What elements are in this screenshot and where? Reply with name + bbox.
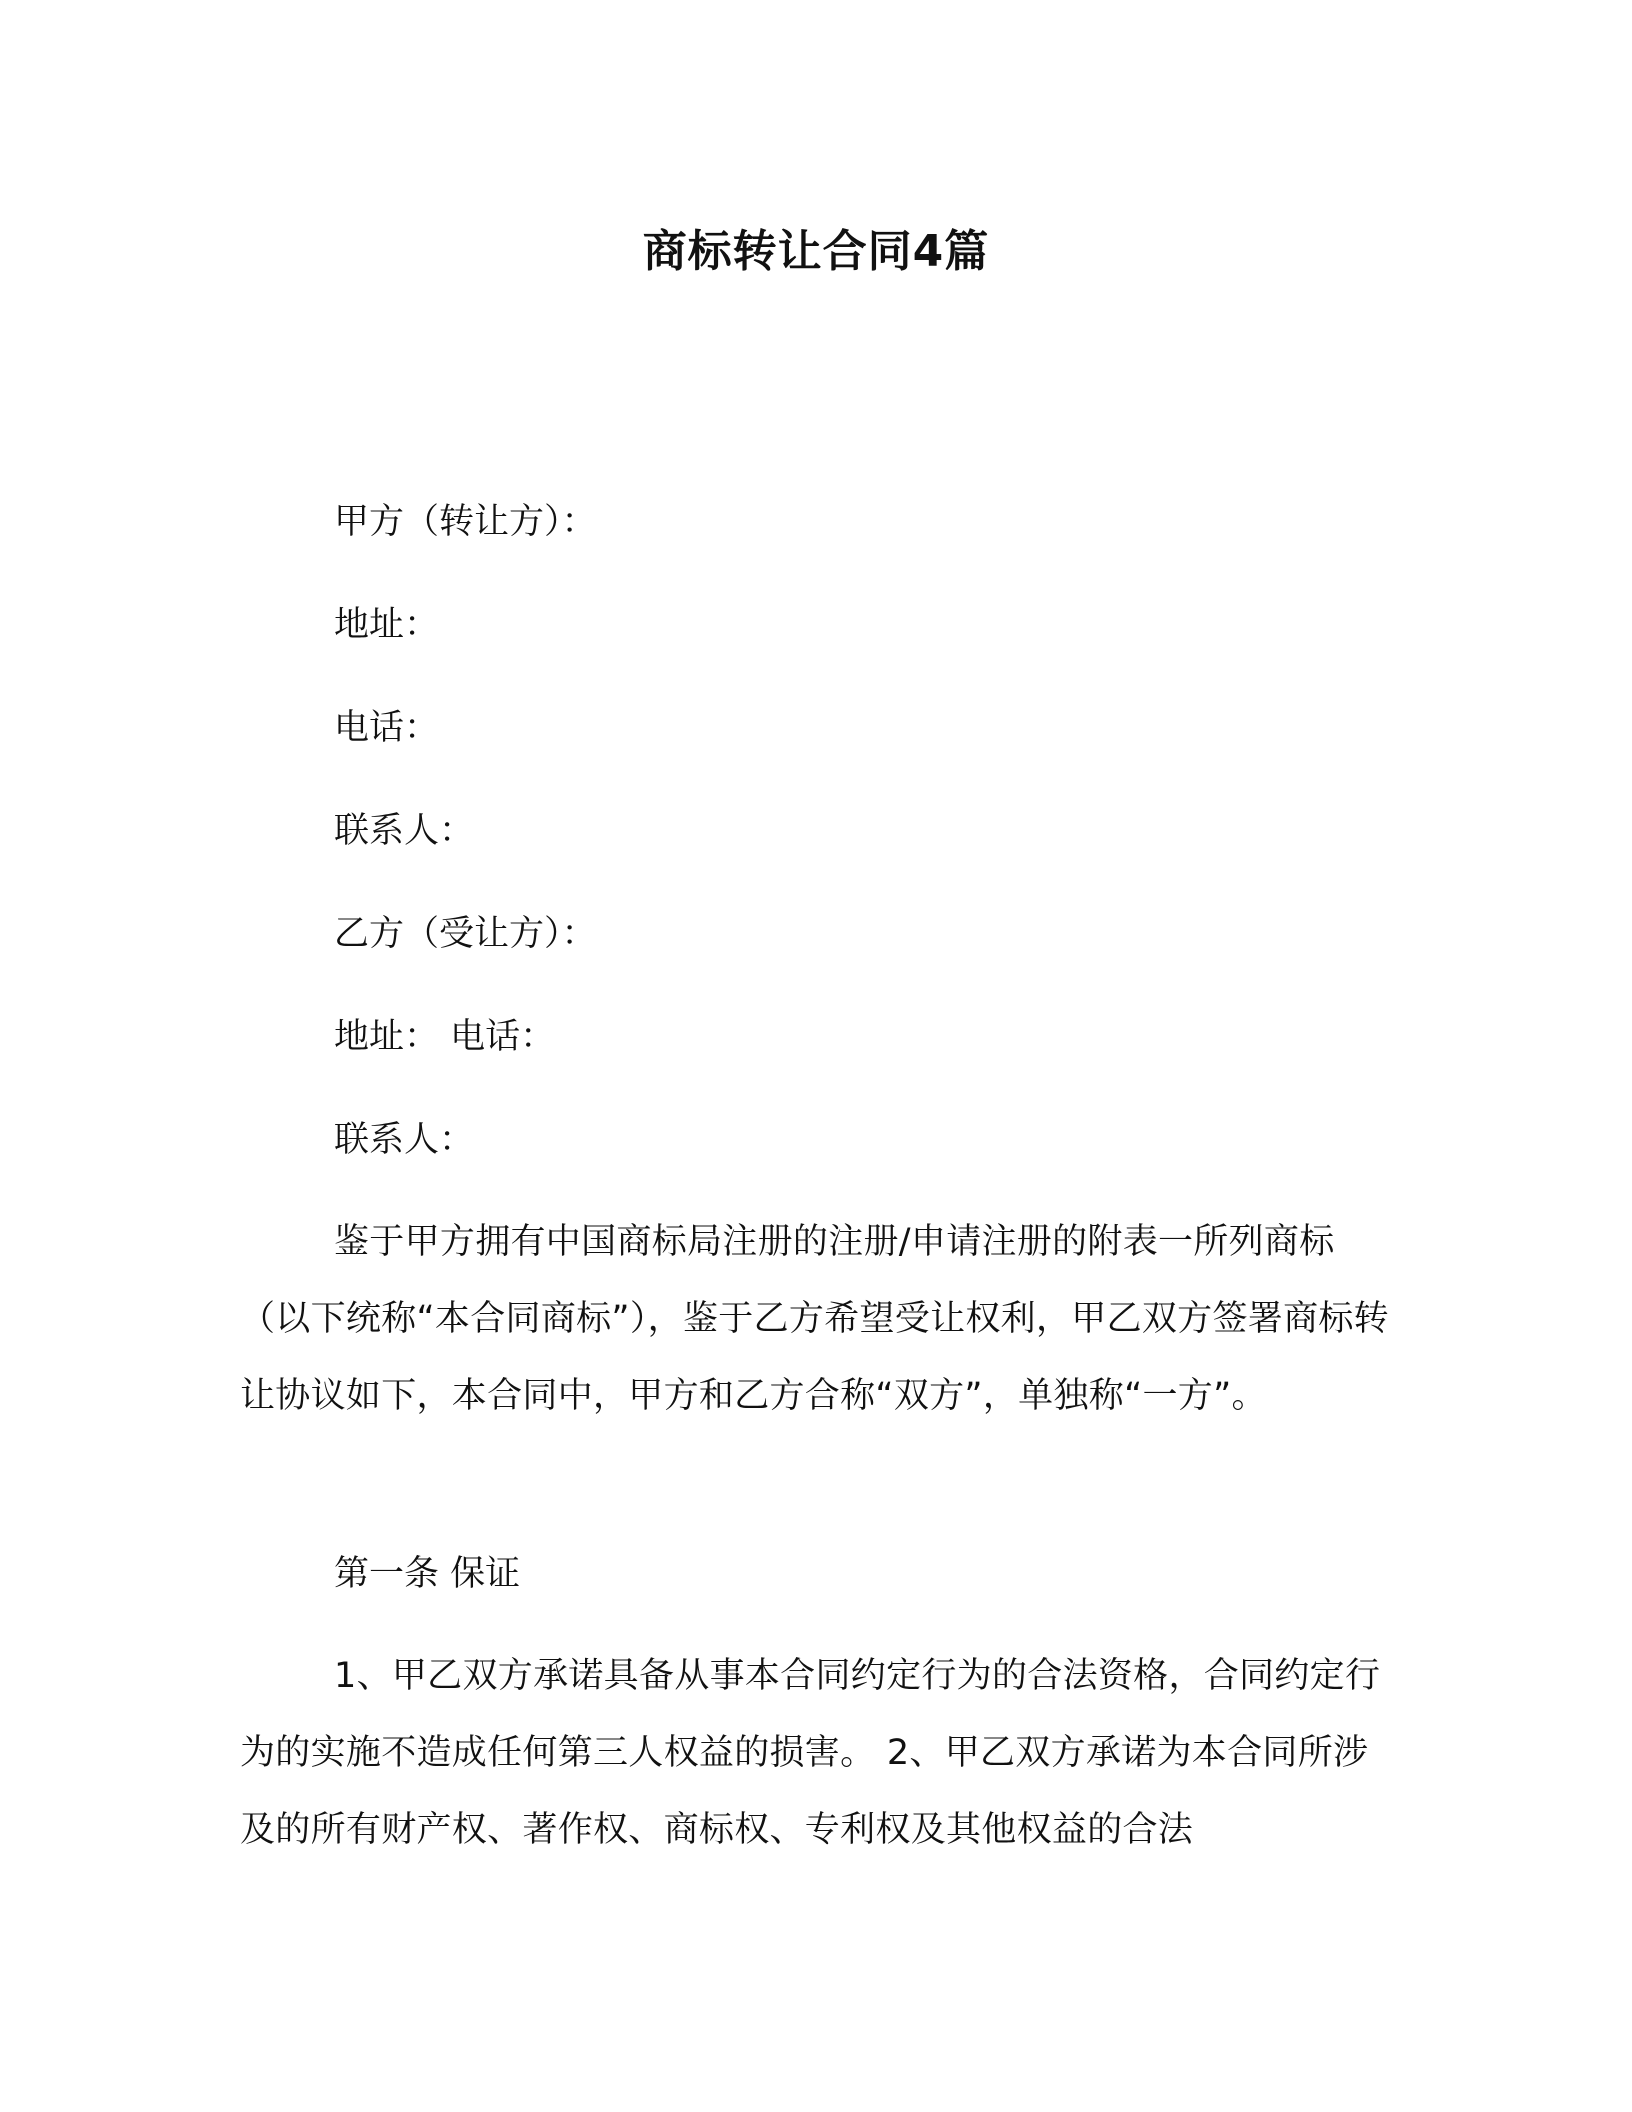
preamble-paragraph: 鉴于甲方拥有中国商标局注册的注册/申请注册的附表一所列商标（以下统称“本合同商标”），鉴于乙方希望受让权利，甲乙双方签署商标转让协议如下，本合同中，甲方和乙方合称“双方”，单独称“一方”。 — [240, 1222, 1389, 1416]
party-a-contact: 联系人： — [334, 811, 475, 851]
article-1-paragraph: 1、甲乙双方承诺具备从事本合同约定行为的合法资格，合同约定行为的实施不造成任何第三人权益的损害。 2、甲乙双方承诺为本合同所涉及的所有财产权、著作权、商标权、专利权及其他权益的合法 — [240, 1656, 1381, 1850]
document-title: 商标转让合同4篇 — [642, 226, 990, 277]
party-b-contact: 联系人： — [334, 1120, 475, 1160]
party-a-phone: 电话： — [334, 708, 440, 748]
party-a-label: 甲方（转让方）： — [334, 502, 597, 542]
party-b-label: 乙方（受让方）： — [334, 914, 597, 954]
article-1-heading: 第一条 保证 — [334, 1554, 521, 1594]
party-a-address: 地址： — [334, 605, 440, 645]
party-b-address-phone: 地址： 电话： — [334, 1017, 556, 1057]
